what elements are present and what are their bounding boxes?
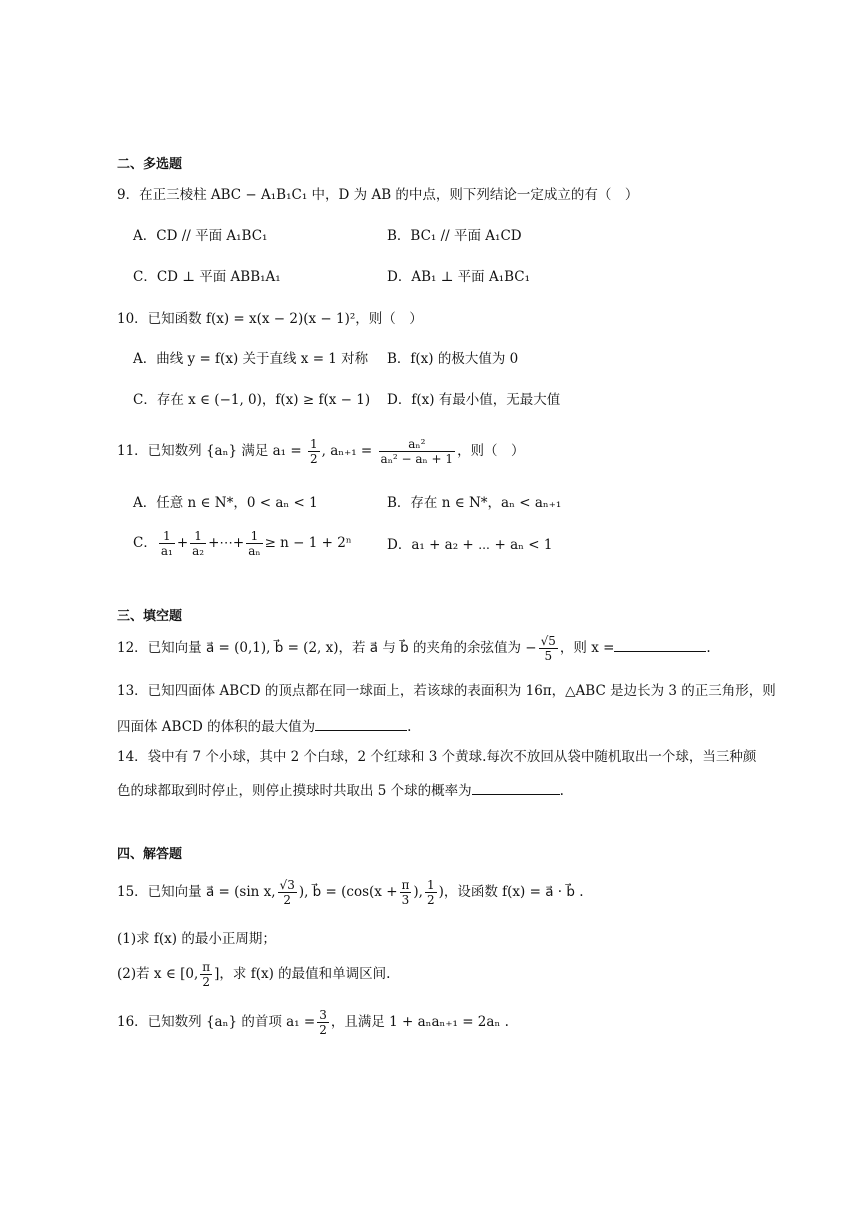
question-11-option-c: C． $\frac{1}{\text{a₁}}$ + $\frac{1}{\text{a₂}}$ +⋯+ $\frac{1}{\text{aₙ}}$ ≥ n − 1 + 2ⁿ <box>133 529 352 558</box>
question-9-option-c: C．CD ⊥ 平面 ABB₁A₁ <box>133 269 281 285</box>
fraction-numerator: π <box>401 878 410 892</box>
fraction-denominator: aₙ² − aₙ + 1 <box>380 452 454 466</box>
fraction-numerator: aₙ² <box>379 437 456 452</box>
question-12-post: ，则 x = <box>559 640 615 656</box>
question-11-stem-post: ，则（ ） <box>457 443 525 459</box>
fraction-numerator: 3 <box>319 1008 327 1022</box>
fraction-3-over-2 <box>317 1008 329 1037</box>
question-10-option-a: A．曲线 y = f(x) 关于直线 x = 1 对称 <box>133 351 369 367</box>
question-16-post: ，且满足 1 + aₙaₙ₊₁ = 2aₙ . <box>330 1014 509 1030</box>
question-14-line-1: 14．袋中有 7 个小球，其中 2 个白球，2 个红球和 3 个黄球.每次不放回从袋中随机取出一个球，当三种颜 <box>117 749 757 765</box>
fraction-numerator: π <box>202 960 211 974</box>
question-9-stem: 9．在正三棱柱 ABC − A₁B₁C₁ 中，D 为 AB 的中点，则下列结论一定成立的有（ ） <box>117 187 639 203</box>
question-11-option-b: B．存在 n ∈ N*，aₙ < aₙ₊₁ <box>387 495 562 511</box>
fraction-denominator: 2 <box>202 975 211 989</box>
fraction-denominator: 5 <box>544 649 553 663</box>
fraction-numerator: 1 <box>246 529 262 544</box>
question-10-option-b: B．f(x) 的极大值为 0 <box>387 351 519 367</box>
section-heading-multiple-choice: 二、多选题 <box>117 157 183 172</box>
question-12-pre: 12．已知向量 a⃗ = (0,1), b⃗ = (2, x)，若 a⃗ 与 b⃗ 的夹角的余弦值为 − <box>117 640 537 656</box>
question-12-end: . <box>706 640 711 656</box>
question-11-a1-fraction <box>308 437 320 466</box>
question-13-text: 四面体 ABCD 的体积的最大值为 <box>117 719 316 735</box>
section-heading-fill-in: 三、填空题 <box>117 609 183 624</box>
option-c-tail: ≥ n − 1 + 2ⁿ <box>264 535 352 551</box>
question-15-post: )，设函数 f(x) = a⃗ · b⃗ . <box>438 884 584 900</box>
fraction-1-over-a2 <box>190 529 206 558</box>
fraction-numerator: 1 <box>309 437 318 451</box>
fraction-sqrt3-over-2 <box>278 878 297 907</box>
fraction-denominator: 2 <box>283 893 291 907</box>
question-10-option-d: D．f(x) 有最小值，无最大值 <box>387 392 561 408</box>
fraction-numerator: 1 <box>190 529 206 544</box>
question-10-option-c: C．存在 x ∈ (−1, 0)，f(x) ≥ f(x − 1) <box>133 392 371 408</box>
fraction-1-over-a1 <box>159 529 175 558</box>
fraction-denominator: 2 <box>309 452 318 466</box>
fraction-numerator: 1 <box>159 529 175 544</box>
fraction-denominator: 2 <box>426 893 435 907</box>
question-13-line-1: 13．已知四面体 ABCD 的顶点都在同一球面上，若该球的表面积为 16π，△ABC 是边长为 3 的正三角形，则 <box>117 683 776 699</box>
answer-blank-14[interactable] <box>472 780 560 795</box>
question-13-end: . <box>407 719 412 735</box>
question-11-stem-mid: , aₙ₊₁ = <box>321 443 373 459</box>
fraction-numerator: √3 <box>279 878 295 892</box>
question-16-pre: 16．已知数列 {aₙ} 的首项 a₁ = <box>117 1014 316 1030</box>
fraction-pi-over-2 <box>200 960 212 989</box>
question-9-option-b: B．BC₁ // 平面 A₁CD <box>387 228 522 244</box>
fraction-denominator: a₁ <box>160 544 173 558</box>
question-15-part-2-pre: (2)若 x ∈ [0, <box>117 966 199 982</box>
fraction-numerator: √5 <box>540 634 556 648</box>
question-15-mid2: ), <box>413 884 423 900</box>
question-13-line-2 <box>117 716 411 736</box>
fraction-denominator: aₙ <box>248 544 261 558</box>
answer-blank-12[interactable] <box>614 637 706 652</box>
question-16-stem <box>117 1002 509 1042</box>
answer-blank-13[interactable] <box>315 716 407 731</box>
question-12 <box>117 630 711 666</box>
fraction-denominator: 3 <box>401 893 410 907</box>
question-15-part-2 <box>117 954 390 994</box>
section-heading-solutions: 四、解答题 <box>117 847 183 862</box>
question-14-end: . <box>559 783 564 799</box>
question-11-option-d: D．a₁ + a₂ + ⋯ + aₙ < 1 <box>387 537 553 553</box>
question-15-part-1: (1)求 f(x) 的最小正周期； <box>117 931 276 947</box>
question-11-stem-pre: 11．已知数列 {aₙ} 满足 a₁ = <box>117 443 302 459</box>
question-11-option-a: A．任意 n ∈ N*，0 < aₙ < 1 <box>133 495 318 511</box>
fraction-1-over-an <box>246 529 262 558</box>
question-12-fraction <box>539 634 558 663</box>
fraction-denominator: a₂ <box>192 544 205 558</box>
question-14-text: 色的球都取到时停止，则停止摸球时共取出 5 个球的概率为 <box>117 783 472 799</box>
fraction-1-over-2 <box>425 878 437 907</box>
question-15-pre: 15．已知向量 a⃗ = (sin x, <box>117 884 276 900</box>
fraction-pi-over-3 <box>400 878 412 907</box>
fraction-denominator: 2 <box>319 1023 327 1037</box>
question-14-line-2 <box>117 780 564 800</box>
option-label: C． <box>133 535 157 551</box>
question-11-recurrence-fraction <box>379 437 456 466</box>
question-10-stem: 10．已知函数 f(x) = x(x − 2)(x − 1)²，则（ ） <box>117 311 423 327</box>
question-11-stem <box>117 433 525 469</box>
question-15-mid: ), b⃗ = (cos(x + <box>298 884 398 900</box>
fraction-numerator: 1 <box>426 878 435 892</box>
question-15-stem <box>117 872 584 912</box>
question-9-option-a: A．CD // 平面 A₁BC₁ <box>133 228 268 244</box>
question-9-option-d: D．AB₁ ⊥ 平面 A₁BC₁ <box>387 269 531 285</box>
question-15-part-2-post: ]，求 f(x) 的最值和单调区间. <box>214 966 391 982</box>
